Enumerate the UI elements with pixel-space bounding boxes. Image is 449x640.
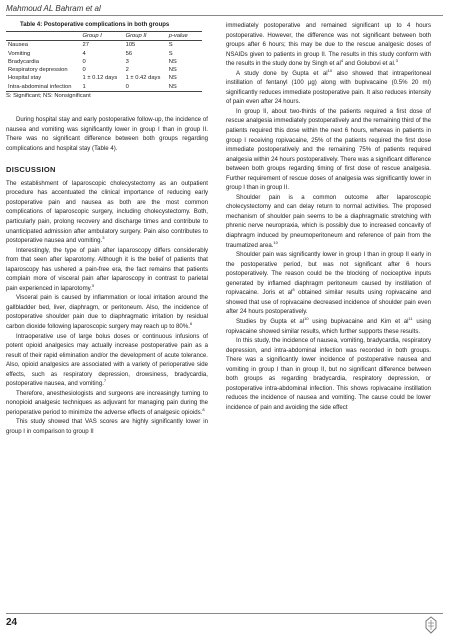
table-row bbox=[6, 50, 202, 58]
citation: 3 bbox=[395, 58, 398, 64]
section-heading: DISCUSSION bbox=[6, 165, 56, 175]
citation: 6 bbox=[189, 320, 193, 326]
complications-table bbox=[6, 31, 202, 92]
paragraph: immediately postoperative and remained significant up to 4 hours postoperative. However, the difference was not significant between both groups after 6 hours; this may be due to the rescue analgesic doses of NSAIDs given to patients in group II. The results in this study conform with the results in the study done by Singh et $al^4$ and Golubovi et al.$^3$ bbox=[226, 22, 431, 68]
table-cell: 1 bbox=[80, 83, 123, 92]
header-rule bbox=[6, 15, 443, 16]
table-cell: 4 bbox=[82, 50, 86, 57]
citation: 11 bbox=[408, 315, 413, 321]
table-cell: S bbox=[168, 50, 173, 57]
paragraph: Intraoperative use of large bolus doses or continuous infusions of potent opioid analgesics may actually increase postoperative pain as a result of their rapid elimination and/or the development of acute tolerance. Also, opioid analgesics are associated with a variety of perioperative side effects, such as respiratory depression, drowsiness, bradycardia, postoperative nausea, and vomiting.$^7$ bbox=[6, 332, 208, 388]
paragraph: In this study, the incidence of nausea, vomiting, bradycardia, respiratory depression, and intra-abdominal infection was recorded in both groups. There was a significantly lower incidence of postoperative nausea and vomiting in group I than in group II, but no significant difference between both groups as regarding bradycardia, respiratory depression, or postoperative intra-abdominal infection. This shows ropivacaine instillation reduces the incidence of nausea and vomiting. The cause could be lower incidence of pain and avoiding the side effect bbox=[226, 337, 431, 411]
publisher-logo-icon bbox=[423, 616, 439, 634]
citation: 7 bbox=[103, 378, 107, 384]
citation: 10 bbox=[273, 239, 278, 245]
footer-rule bbox=[6, 613, 443, 614]
table-row bbox=[6, 41, 202, 50]
paragraph: Shoulder pain is a common outcome after laparoscopic cholecystectomy and can delay return to normal activities. The proposed mechanism of shoulder pain seems to be a diaphragmatic stretching with phrenic nerve neuropraxia, which is possibly due to increased concavity of diaphragm induced by pneumoperitoneum and reference of pain from the traumatized area.$^{10}$ bbox=[226, 193, 431, 249]
paragraph: In group II, about two-thirds of the patients required a first dose of rescue analgesia immediately postoperatively and the remaining third of the patients required this dose within the next 6 hours, whereas in patients in group I receiving ropivacaine, 25% of the patients required the first dose immediate postoperatively and the remaining 75% of patients required analgesia within 24 hours postoperatively. There was a significant difference between both groups regarding timing of first dose of rescue analgesia. Further requirement of rescue doses of analgesia was significantly lower in group I than in group II. bbox=[226, 107, 431, 192]
paragraph: Studies by Gupta et $al^{10}$ using bupivacaine and Kim et $al^{11}$ using ropivacaine showed similar results, which further supports these results. bbox=[226, 315, 431, 335]
table-cell: 0 bbox=[82, 58, 86, 65]
paragraph: Therefore, anesthesiologists and surgeons are increasingly turning to nonopioid analgesic techniques as adjuvant for managing pain during the perioperative period to minimize the adverse effects of analgesic opioids.$^8$ bbox=[6, 389, 208, 416]
page-number: 24 bbox=[6, 617, 18, 628]
table-cell: 0 bbox=[124, 83, 167, 92]
citation: 8 bbox=[202, 406, 205, 412]
paragraph: During hospital stay and early postoperative follow-up, the incidence of nausea and vomiting was significantly lower in group I than in group II. There was no significant difference between both groups regarding complications and hospital stay (Table 4). bbox=[6, 116, 208, 152]
citation: 5 bbox=[91, 282, 95, 288]
table-cell: Respiratory depression bbox=[8, 67, 68, 74]
table-cell: NS bbox=[168, 67, 177, 74]
table-cell: NS bbox=[168, 58, 177, 65]
table-cell: 2 bbox=[125, 67, 129, 74]
paragraph: Visceral pain is caused by inflammation or local irritation around the gallbladder bed, liver, diaphragm, or peritoneum. Also, the incidence of postoperative shoulder pain due to diaphragmatic irritation by residual carbon dioxide following laparoscopic surgery may reach up to 80%.$^6$ bbox=[6, 294, 208, 331]
right-column bbox=[226, 21, 431, 412]
table-cell: 3 bbox=[125, 58, 129, 65]
table-cell: 27 bbox=[82, 42, 89, 49]
table-cell: NS bbox=[168, 75, 177, 82]
paragraph: A study done by Gupta et $al^{10}$ also showed that intraperitoneal instillation of fentanyl (100 µg) along with bupivacaine (0.5% 20 ml) significantly reduces immediate postoperative pain. It also reduces intensity of pain even after 24 hours. bbox=[226, 67, 431, 106]
table-title: Table 4: Postoperative complications in both groups bbox=[20, 22, 170, 28]
table-footnote: S: Significant; NS: Nonsignificant bbox=[6, 93, 91, 100]
running-head: Mahmoud AL Bahram et al bbox=[6, 4, 101, 13]
paragraph: Interestingly, the type of pain after laparoscopy differs considerably from that seen after laparotomy. Although it is the belief of patients that laparoscopy has ushered a pain-free era, the fact remains that patients complain more of visceral pain after laparoscopy in contrast to parietal pain experienced in laparotomy.$^5$ bbox=[6, 246, 208, 292]
table-cell: Intra-abdominal infection bbox=[6, 83, 80, 92]
citation: 10 bbox=[304, 315, 309, 321]
table-cell: Hospital stay bbox=[8, 75, 42, 82]
table-row bbox=[6, 66, 202, 74]
table-cell: NS bbox=[167, 83, 202, 92]
table-cell: 1 ± 0.12 days bbox=[82, 75, 118, 82]
table-header-cell bbox=[6, 32, 80, 41]
citation: 8 bbox=[292, 287, 295, 293]
table-cell: S bbox=[168, 42, 173, 49]
table-cell: 0 bbox=[82, 67, 86, 74]
paragraph: This study showed that VAS scores are highly significantly lower in group I in comparison to group II bbox=[6, 418, 208, 436]
table-cell: Bradycardia bbox=[8, 58, 39, 65]
table-cell: Nausea bbox=[8, 42, 28, 49]
citation: 4 bbox=[340, 58, 344, 64]
table-header-cell: Group II bbox=[124, 32, 167, 41]
left-column bbox=[6, 21, 208, 437]
table-row bbox=[6, 83, 202, 92]
table-row bbox=[6, 58, 202, 66]
paragraph: Shoulder pain was significantly lower in group I than in group II early in the postoperative period, but was not significant after 6 hours postoperatively. The reason could be the blocking of nociceptive inputs generated by inflamed diaphragm peritoneum caused by instillation of ropivacaine. Joris et $al^8$ obtained similar results using ropivacaine and showed that use of ropivacaine decreased incidence of shoulder pain even after 24 hours postoperatively. bbox=[226, 251, 431, 316]
table-header-row bbox=[6, 32, 202, 41]
table-row bbox=[6, 74, 202, 82]
table-cell: 56 bbox=[125, 50, 133, 57]
paragraph: The establishment of laparoscopic cholecystectomy as an outpatient procedure has accentuated the clinical importance of reducing early postoperative pain and nausea as both are the most common complications of laparoscopic surgery, including cholecystectomy. Both, particularly pain, prolong recovery and discharge times and contribute to unanticipated admission after ambulatory surgery. Pain also contributes to postoperative nausea and vomiting.$^3$ bbox=[6, 179, 208, 245]
table-header-cell: p-value bbox=[167, 32, 202, 41]
citation: 3 bbox=[102, 235, 105, 241]
table-header-cell: Group I bbox=[80, 32, 123, 41]
table-cell: 105 bbox=[125, 42, 136, 49]
table-cell: Vomiting bbox=[8, 50, 31, 57]
table-cell: 1 ± 0.42 days bbox=[125, 75, 161, 82]
citation: 10 bbox=[327, 67, 333, 73]
